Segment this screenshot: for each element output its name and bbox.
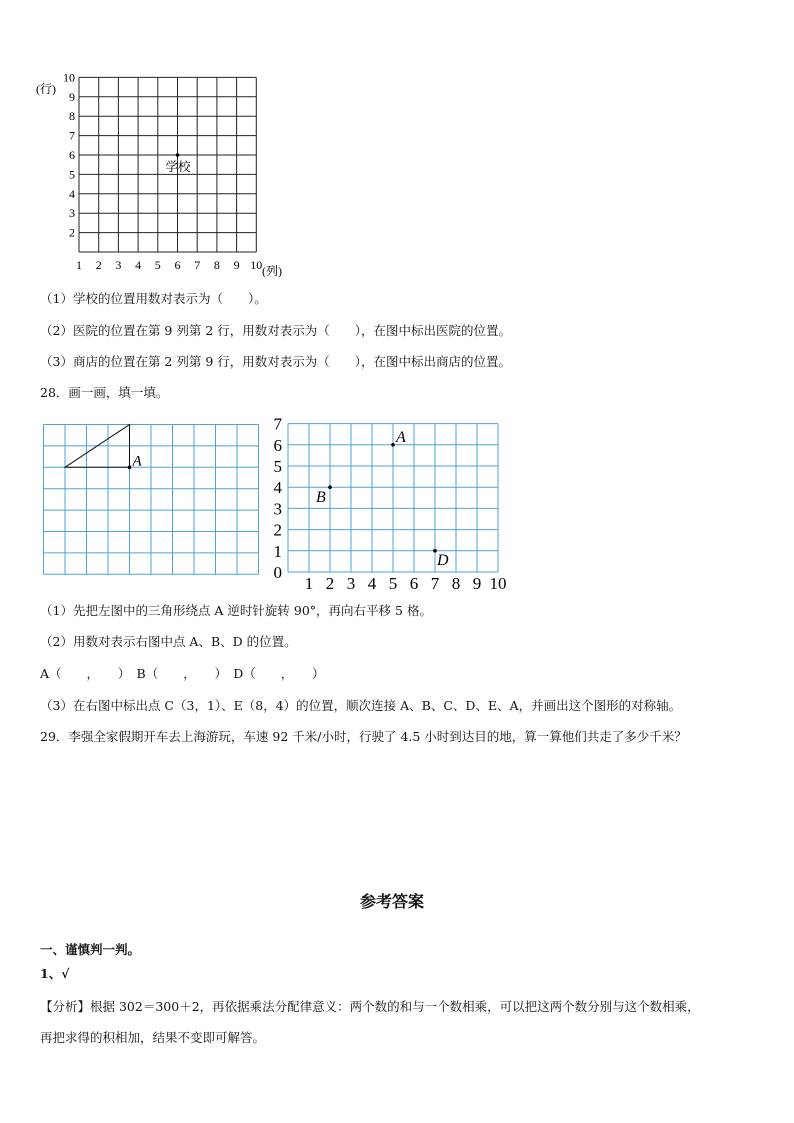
x-tick-label: 1 xyxy=(304,574,314,593)
y-tick-label: 2 xyxy=(273,520,282,540)
y-tick-label: 7 xyxy=(273,414,282,434)
q29-text: 29．李强全家假期开车去上海游玩，车速 92 千米/小时，行驶了 4.5 小时到达目的地，算一算他们共走了多少千米？ xyxy=(40,729,687,744)
y-tick-label: 6 xyxy=(273,435,282,455)
x-tick-label: 10 xyxy=(489,574,507,593)
y-tick-label: 5 xyxy=(273,457,282,476)
x-tick-label: 3 xyxy=(346,574,356,593)
q28-sub2: （2）用数对表示右图中点 A、B、D 的位置。 xyxy=(40,634,297,649)
point-b xyxy=(328,485,332,489)
analysis-line-2: 再把求得的积相加，结果不变即可解答。 xyxy=(40,1030,266,1045)
col-tick-label: 2 xyxy=(95,258,102,272)
answers-heading: 参考答案 xyxy=(360,892,425,911)
col-tick-label: 10 xyxy=(250,258,263,272)
x-tick-label: 9 xyxy=(472,574,482,593)
row-tick-label: 10 xyxy=(63,70,75,85)
answer-item-1: 1、√ xyxy=(40,966,70,981)
col-tick-label: 6 xyxy=(174,258,181,272)
y-tick-label: 4 xyxy=(273,478,282,498)
coordinate-grid xyxy=(266,411,512,593)
answers-section: 一、谨慎判一判。 xyxy=(40,942,141,957)
row-tick-label: 6 xyxy=(69,148,75,162)
x-tick-label: 2 xyxy=(325,574,335,593)
col-tick-label: 5 xyxy=(154,258,161,272)
row-tick-label: 9 xyxy=(69,89,75,104)
point-d-label: D xyxy=(437,551,449,569)
point-a xyxy=(391,443,395,447)
y-tick-label: 1 xyxy=(273,541,282,561)
col-tick-label: 8 xyxy=(213,258,220,272)
x-tick-label: 4 xyxy=(367,574,377,593)
q28-sub1: （1）先把左图中的三角形绕点 A 逆时针旋转 90°，再向右平移 5 格。 xyxy=(40,603,432,618)
row-tick-label: 2 xyxy=(69,225,75,240)
col-tick-label: 4 xyxy=(135,258,142,272)
row-axis-label: (行) xyxy=(36,82,56,96)
x-tick-label: 8 xyxy=(451,574,461,593)
x-tick-label: 6 xyxy=(409,574,419,593)
row-tick-label: 7 xyxy=(69,128,75,143)
col-tick-label: 3 xyxy=(115,258,122,272)
q28-sub2-answers: A（ ， ） B（ ， ） D（ ， ） xyxy=(40,666,325,681)
row-tick-label: 5 xyxy=(69,167,75,182)
triangle-point-a xyxy=(128,466,132,470)
triangle-point-a-label: A xyxy=(132,453,142,470)
row-tick-label: 4 xyxy=(69,186,75,201)
x-tick-label: 5 xyxy=(388,574,398,593)
col-axis-label: (列) xyxy=(262,264,282,278)
col-tick-label: 9 xyxy=(233,258,240,272)
y-tick-label: 3 xyxy=(273,499,282,519)
q27-sub2: （2）医院的位置在第 9 列第 2 行，用数对表示为（ ），在图中标出医院的位置。 xyxy=(40,323,512,338)
q27-sub1: （1）学校的位置用数对表示为（ ）。 xyxy=(40,291,267,306)
col-tick-label: 1 xyxy=(76,258,82,272)
q28-title: 28．画一画，填一填。 xyxy=(40,385,169,400)
school-grid xyxy=(30,70,300,283)
x-tick-label: 7 xyxy=(430,574,440,593)
point-a-label: A xyxy=(396,428,406,446)
point-b-label: B xyxy=(316,489,326,507)
col-tick-label: 7 xyxy=(194,258,201,272)
school-point xyxy=(176,153,180,157)
row-tick-label: 3 xyxy=(69,206,75,221)
row-tick-label: 8 xyxy=(69,109,75,124)
q28-sub3: （3）在右图中标出点 C（3，1）、E（8，4）的位置，顺次连接 A、B、C、D、E、A，并画出这个图形的对称轴。 xyxy=(40,698,682,713)
school-label: 学校 xyxy=(165,160,191,174)
q27-sub3: （3）商店的位置在第 2 列第 9 行，用数对表示为（ ），在图中标出商店的位置。 xyxy=(40,354,512,369)
triangle-grid xyxy=(43,424,259,575)
y-tick-label: 0 xyxy=(273,563,282,582)
analysis-line-1: 【分析】根据 302＝300＋2，再依据乘法分配律意义：两个数的和与一个数相乘，可以把这两个数分别与这个数相乘， xyxy=(40,999,700,1014)
